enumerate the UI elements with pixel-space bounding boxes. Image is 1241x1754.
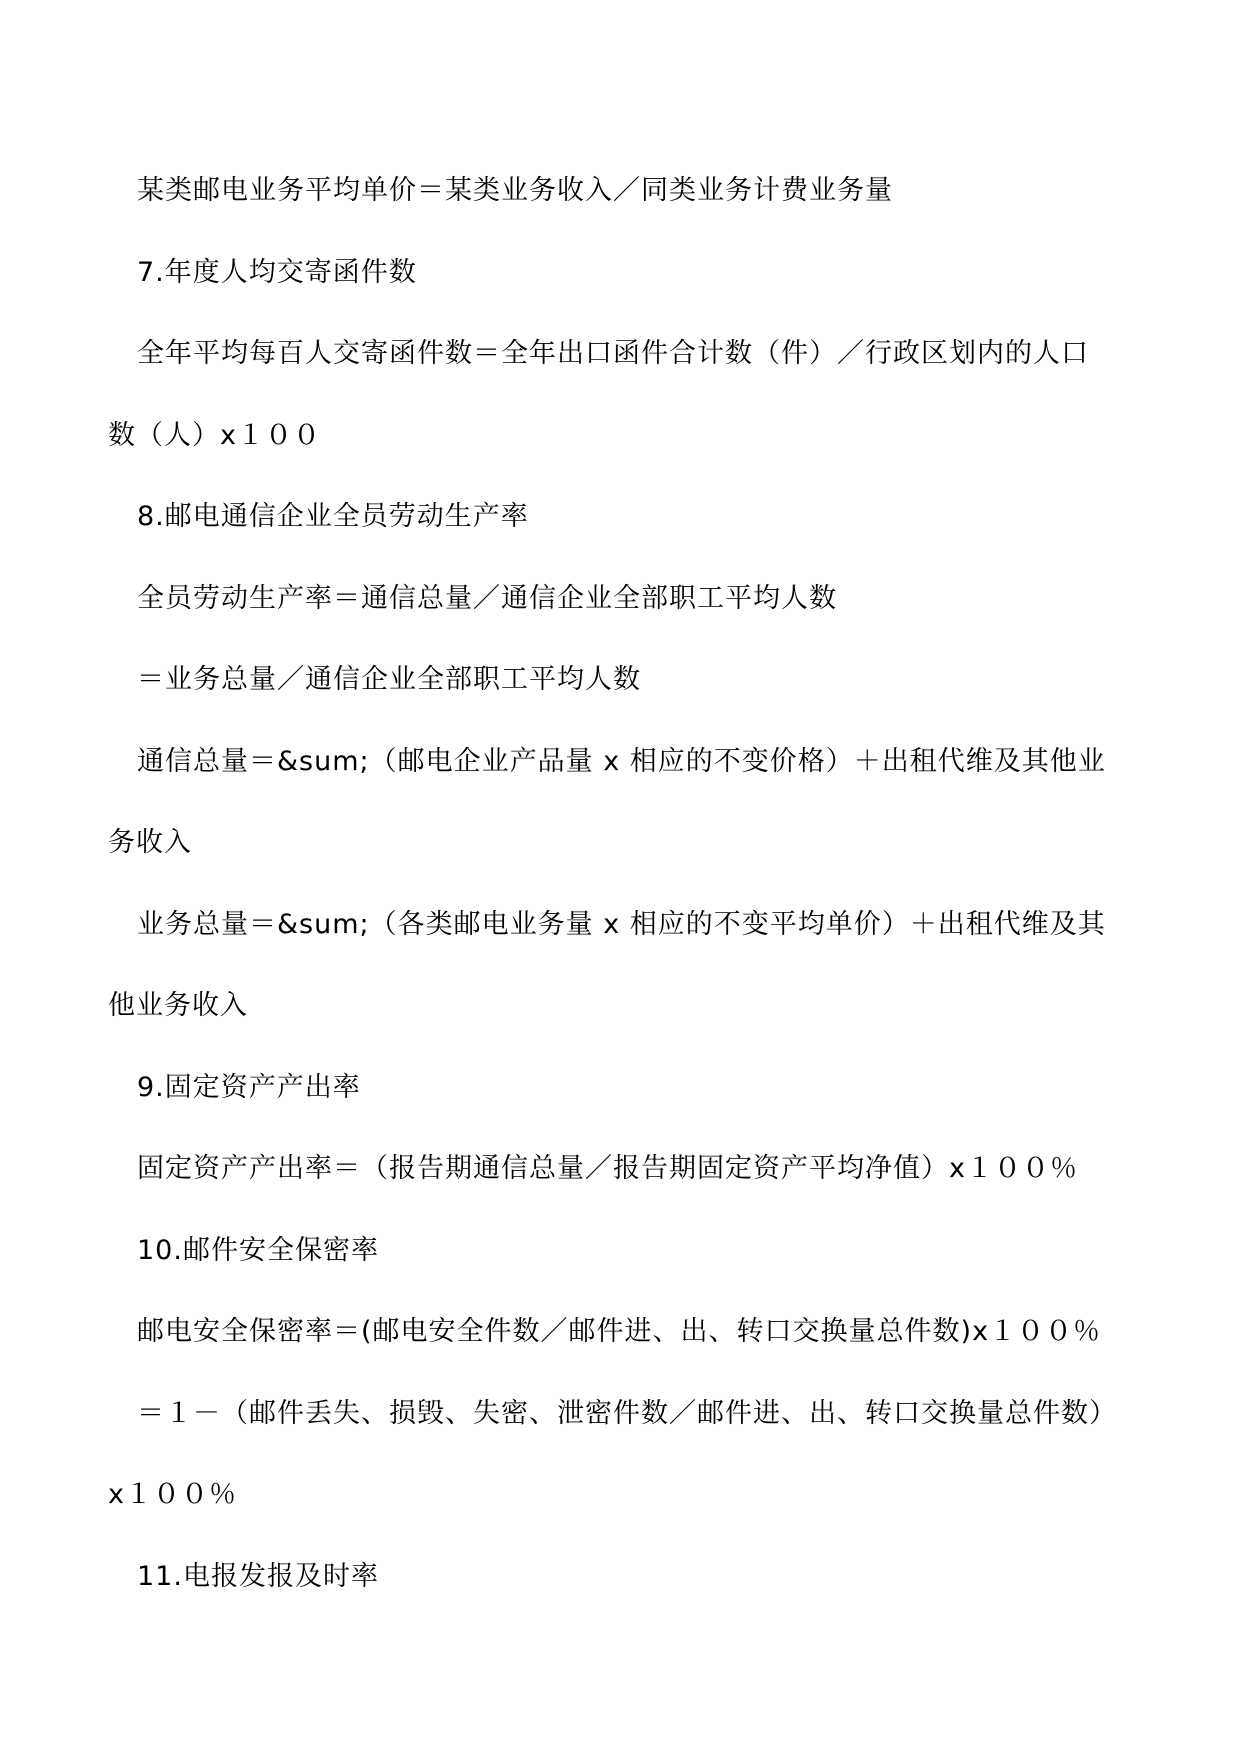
text-line-unit-price-formula: 某类邮电业务平均单价＝某类业务收入／同类业务计费业务量 [137, 175, 893, 206]
section-heading-11: 11.电报发报及时率 [137, 1560, 379, 1592]
section-heading-7: 7.年度人均交寄函件数 [137, 256, 417, 288]
text-line-security-rate-formula-cont: x１００％ [108, 1479, 237, 1510]
text-line-total-communication-formula-cont: 务收入 [108, 827, 192, 858]
text-line-per-capita-formula-cont: 数（人）x１００ [108, 419, 321, 451]
text-line-per-capita-formula: 全年平均每百人交寄函件数＝全年出口函件合计数（件）／行政区划内的人口 [137, 338, 1089, 369]
section-heading-9: 9.固定资产产出率 [137, 1071, 361, 1103]
text-line-security-rate-formula: 邮电安全保密率＝(邮电安全件数／邮件进、出、转口交换量总件数)x１００％ [137, 1316, 1102, 1347]
section-heading-10: 10.邮件安全保密率 [137, 1234, 379, 1266]
text-line-productivity-formula-alt: ＝业务总量／通信企业全部职工平均人数 [137, 664, 641, 695]
text-line-total-business-formula: 业务总量＝&sum;（各类邮电业务量 x 相应的不变平均单价）＋出租代维及其 [137, 908, 1106, 940]
text-line-total-communication-formula: 通信总量＝&sum;（邮电企业产品量 x 相应的不变价格）＋出租代维及其他业 [137, 745, 1106, 777]
text-line-security-rate-formula-alt: ＝１－（邮件丢失、损毁、失密、泄密件数／邮件进、出、转口交换量总件数） [137, 1397, 1117, 1429]
text-line-total-business-formula-cont: 他业务收入 [108, 990, 248, 1021]
document-body [108, 166, 1138, 1633]
section-heading-8: 8.邮电通信企业全员劳动生产率 [137, 501, 529, 532]
text-line-productivity-formula: 全员劳动生产率＝通信总量／通信企业全部职工平均人数 [137, 582, 837, 614]
text-line-fixed-asset-output-formula: 固定资产产出率＝（报告期通信总量／报告期固定资产平均净值）x１００％ [137, 1153, 1078, 1184]
